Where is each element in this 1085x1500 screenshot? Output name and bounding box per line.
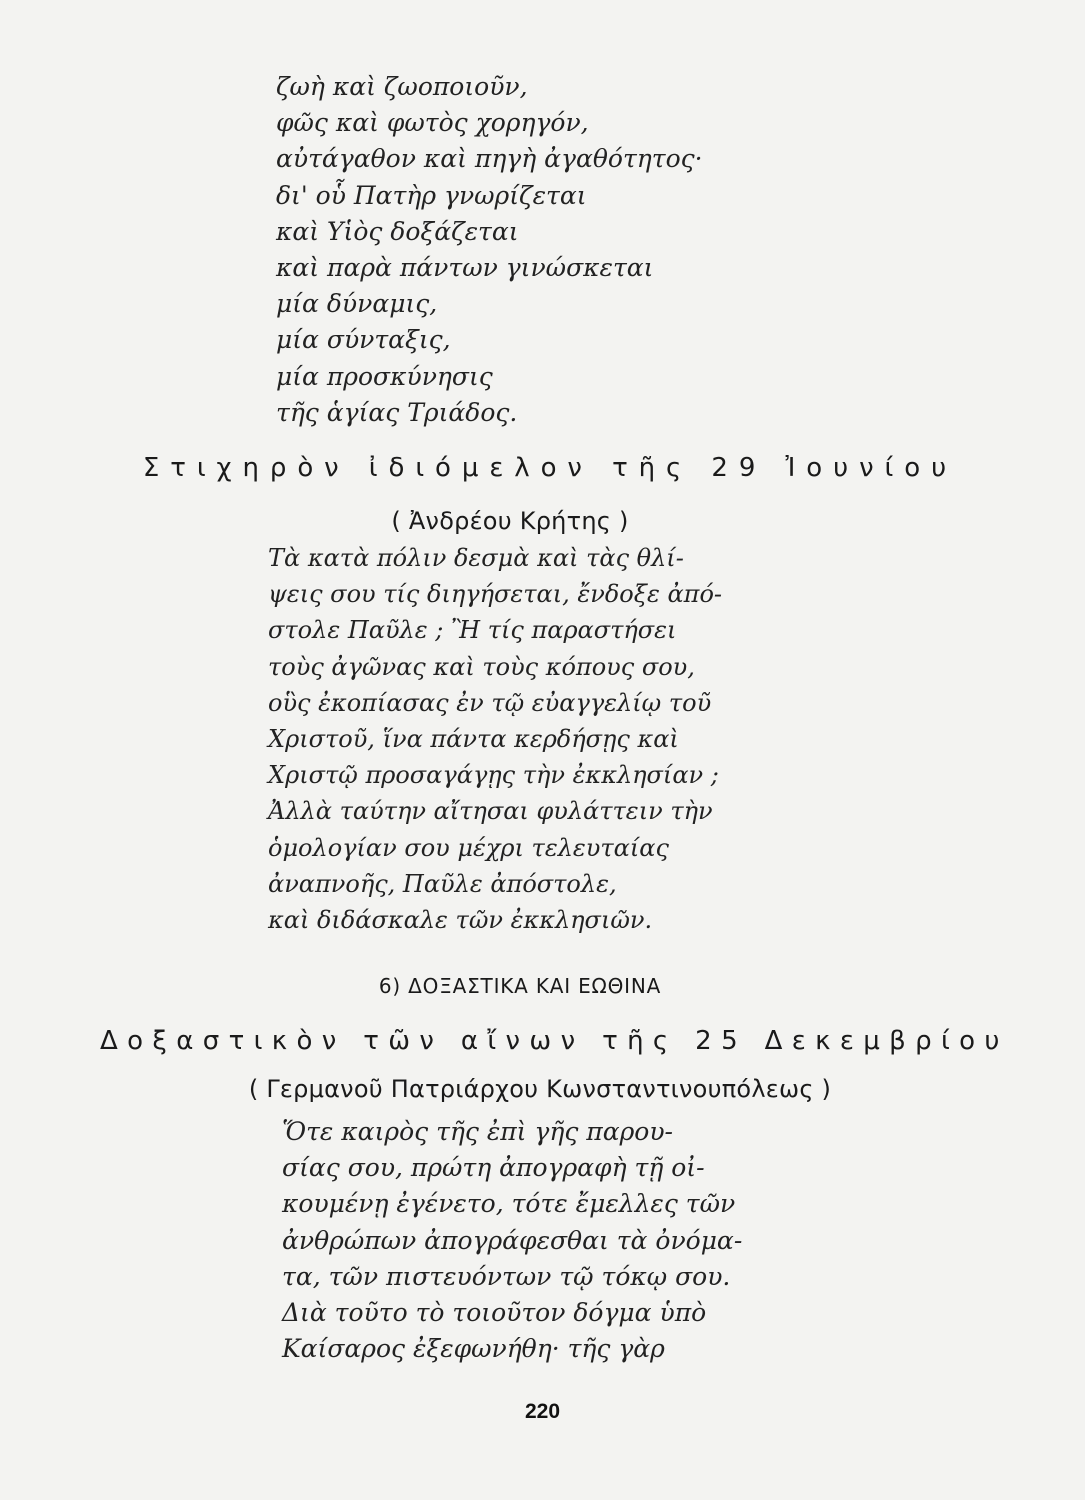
- verse-line: τα, τῶν πιστευόντων τῷ τόκῳ σου.: [282, 1261, 731, 1291]
- verse-line: τῆς ἁγίας Τριάδος.: [276, 397, 518, 427]
- verse-line: στολε Παῦλε ; Ἢ τίς παραστήσει: [268, 616, 677, 645]
- verse-line: αὐτάγαθον καὶ πηγὴ ἀγαθότητος·: [276, 144, 703, 174]
- verse-line: ἀνθρώπων ἀπογράφεσθαι τὰ ὀνόμα-: [282, 1225, 743, 1255]
- section-title: 6) ΔΟΞΑΣΤΙΚΑ ΚΑΙ ΕΩΘΙΝΑ: [378, 974, 662, 998]
- verse-line: τοὺς ἀγῶνας καὶ τοὺς κόπους σου,: [268, 652, 695, 681]
- verse-line: Διὰ τοῦτο τὸ τοιοῦτον δόγμα ὑπὸ: [282, 1297, 707, 1327]
- verse-line: Ὅτε καιρὸς τῆς ἐπὶ γῆς παρου-: [282, 1117, 673, 1146]
- verse-line: μία δύναμις,: [276, 289, 438, 319]
- verse-line: καὶ διδάσκαλε τῶν ἐκκλησιῶν.: [268, 905, 653, 934]
- verse-line: σίας σου, πρώτη ἀπογραφὴ τῇ οἰ-: [282, 1153, 705, 1183]
- verse-line: καὶ παρὰ πάντων γινώσκεται: [276, 252, 654, 282]
- verse-line: Χριστῷ προσαγάγῃς τὴν ἐκκλησίαν ;: [268, 761, 719, 790]
- verse-line: Ἀλλὰ ταύτην αἴτησαι φυλάττειν τὴν: [268, 797, 713, 826]
- verse-line: μία σύνταξις,: [276, 325, 451, 355]
- verse-line: ἀναπνοῆς, Παῦλε ἀπόστολε,: [268, 869, 617, 898]
- verse-line: οὓς ἐκοπίασας ἐν τῷ εὐαγγελίῳ τοῦ: [268, 688, 712, 717]
- hymn-text-nativity: [282, 1114, 742, 1367]
- verse-line: Καίσαρος ἐξεφωνήθη· τῆς γὰρ: [282, 1334, 665, 1364]
- verse-line: καὶ Υἱὸς δοξάζεται: [276, 216, 519, 246]
- verse-line: ζωὴ καὶ ζωοποιοῦν,: [276, 72, 528, 101]
- hymn-text-paul: [268, 540, 722, 938]
- hymn-heading-june: Στιχηρὸν ἰδιόμελον τῆς 29 Ἰουνίου: [142, 453, 958, 483]
- hymn-author-germanos: ( Γερμανοῦ Πατριάρχου Κωνσταντινουπόλεως ): [248, 1075, 832, 1103]
- verse-line: κουμένῃ ἐγένετο, τότε ἔμελλες τῶν: [282, 1189, 736, 1219]
- hymn-heading-december: Δοξαστικὸν τῶν αἴνων τῆς 25 Δεκεμβρίου: [100, 1026, 1009, 1056]
- verse-line: μία προσκύνησις: [276, 361, 493, 391]
- verse-line: ὁμολογίαν σου μέχρι τελευταίας: [268, 833, 669, 862]
- verse-line: δι' οὗ Πατὴρ γνωρίζεται: [276, 180, 587, 210]
- page-number: 220: [524, 1400, 561, 1423]
- verse-line: Τὰ κατὰ πόλιν δεσμὰ καὶ τὰς θλί-: [268, 544, 684, 572]
- verse-line: ψεις σου τίς διηγήσεται, ἔνδοξε ἀπό-: [268, 580, 722, 609]
- hymn-author-andrew: ( Ἀνδρέου Κρήτης ): [391, 507, 629, 535]
- hymn-continuation: [276, 69, 703, 431]
- verse-line: Χριστοῦ, ἵνα πάντα κερδήσῃς καὶ: [268, 724, 679, 753]
- verse-line: φῶς καὶ φωτὸς χορηγόν,: [276, 108, 589, 138]
